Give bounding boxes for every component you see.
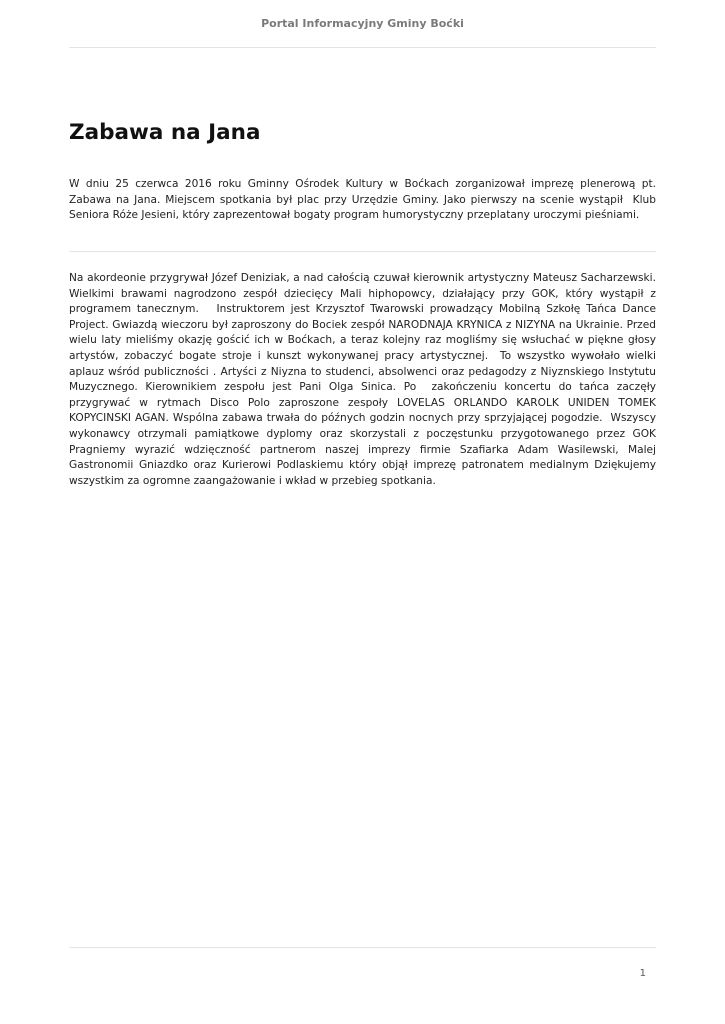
page-number: 1: [639, 968, 646, 979]
header-divider: [69, 47, 656, 48]
footer-divider: [69, 947, 656, 948]
article-intro: W dniu 25 czerwca 2016 roku Gminny Ośrodek Kultury w Boćkach zorganizował imprezę plenerową pt. Zabawa na Jana. Miejscem spotkania był plac przy Urzędzie Gminy. Jako pierwszy na scenie wystąpił Klub Seniora Róże Jesieni, który zaprezentował bogaty program humorystyczny przeplatany uroczymi pieśniami.: [69, 178, 660, 222]
site-title: Portal Informacyjny Gminy Boćki: [261, 17, 464, 30]
section-divider: [69, 251, 656, 252]
article-title: Zabawa na Jana: [69, 120, 261, 145]
article-body: Na akordeonie przygrywał Józef Deniziak, a nad całością czuwał kierownik artystyczny Mateusz Sacharzewski. Wielkimi brawami nagrodzono zespół dziecięcy Mali hiphopowcy, działający przy GOK, który wystąpił z programem tanecznym. Instruktorem jest Krzysztof Twarowski prowadzący Mobilną Szkołę Tańca Dance Project. Gwiazdą wieczoru był zaproszony do Bociek zespół NARODNAJA KRYNICA z NIZYNA na Ukrainie. Przed wielu laty mieliśmy okazję gościć ich w Boćkach, a teraz kolejny raz mogliśmy się wsłuchać w piękne głosy artystów, zobaczyć bogate stroje i kunszt wykonywanej pracy artystycznej. To wszystko wywołało wielki aplauz wśród publiczności . Artyści z Niyzna to studenci, absolwenci oraz pedagodzy z Niyznskiego Instytutu Muzycznego. Kierownikiem zespołu jest Pani Olga Sinica. Po zakończeniu koncertu do tańca zaczęły przygrywać w rytmach Disco Polo zaproszone zespoły LOVELAS ORLANDO KAROLK UNIDEN TOMEK KOPYCINSKI AGAN. Wspólna zabawa trwała do późnych godzin nocnych przy sprzyjającej pogodzie. Wszyscy wykonawcy otrzymali pamiątkowe dyplomy oraz skorzystali z poczęstunku przygotowanego przez GOK Pragniemy wyrazić wdzięczność partnerom naszej imprezy firmie Szafiarka Adam Wasilewski, Malej Gastronomii Gniazdko oraz Kurierowi Podlaskiemu który objął imprezę patronatem medialnym Dziękujemy wszystkim za ogromne zaangażowanie i wkład w przebieg spotkania.: [69, 272, 660, 487]
